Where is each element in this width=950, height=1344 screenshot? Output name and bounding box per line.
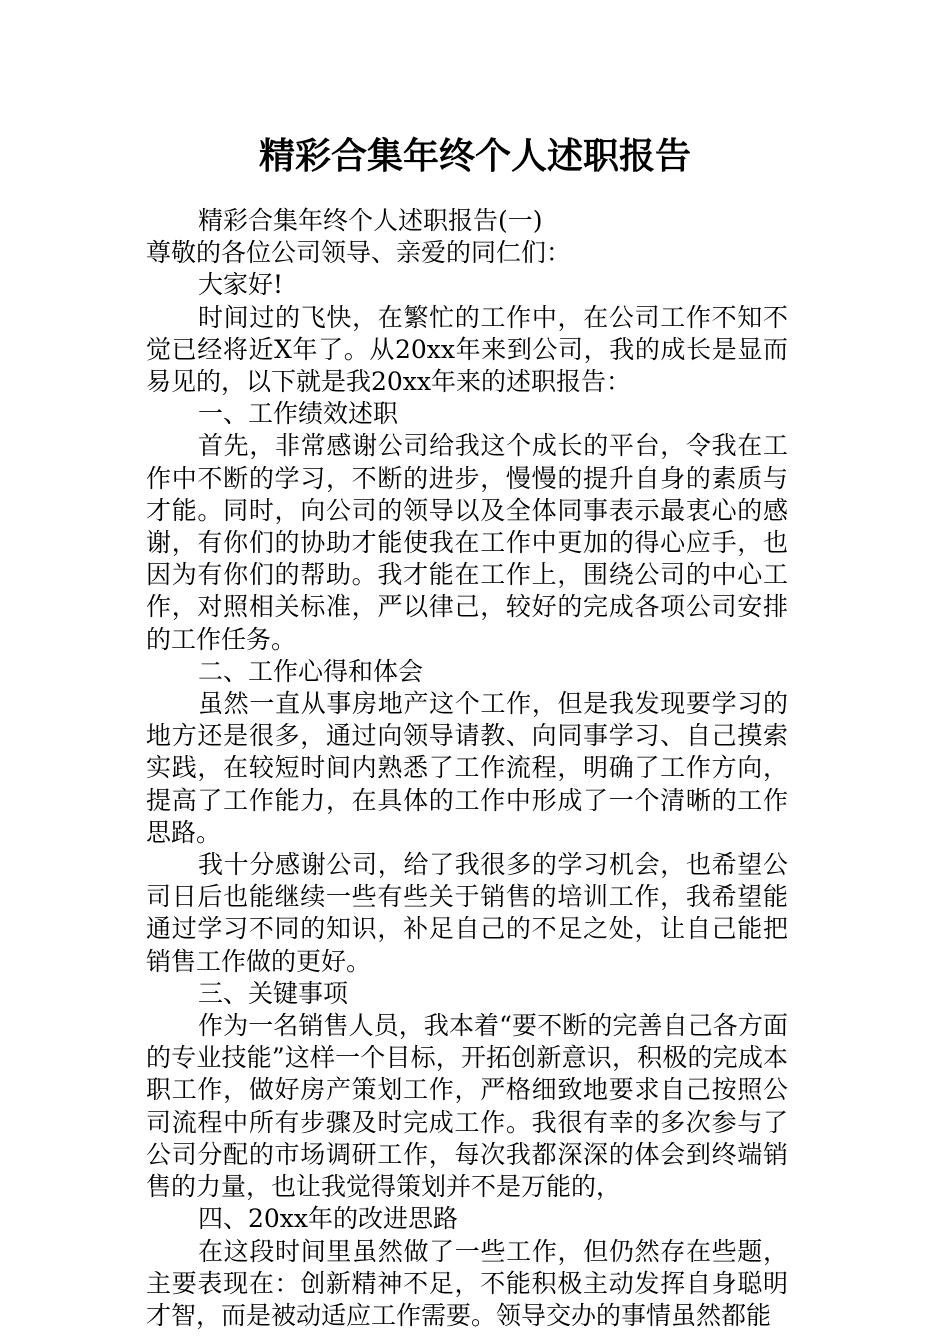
document-body	[146, 205, 788, 1332]
paragraph: 四、20xx年的改进思路	[198, 1204, 459, 1234]
paragraph: 虽然一直从事房地产这个工作，但是我发现要学习的地方还是很多，通过向领导请教、向同事学习、自己摸索实践，在较短时间内熟悉了工作流程，明确了工作方向，提高了工作能力，在具体的工作中形成了一个清晰的工作思路。	[146, 689, 788, 847]
paragraph: 一、工作绩效述职	[198, 399, 399, 429]
paragraph: 时间过的飞快，在繁忙的工作中，在公司工作不知不觉已经将近X年了。从20xx年来到公司，我的成长是显而易见的，以下就是我20xx年来的述职报告：	[146, 302, 788, 397]
paragraph: 二、工作心得和体会	[198, 656, 424, 686]
paragraph: 精彩合集年终个人述职报告(一)	[198, 206, 543, 235]
paragraph: 三、关键事项	[198, 978, 349, 1008]
document-title: 精彩合集年终个人述职报告	[258, 135, 691, 177]
paragraph: 大家好!	[198, 270, 284, 300]
paragraph: 首先，非常感谢公司给我这个成长的平台，令我在工作中不断的学习，不断的进步，慢慢的提升自身的素质与才能。同时，向公司的领导以及全体同事表示最衷心的感谢，有你们的协助才能使我在工作中更加的得心应手，也因为有你们的帮助。我才能在工作上，围绕公司的中心工作，对照相关标准，严以律己，较好的完成各项公司安排的工作任务。	[146, 431, 788, 654]
paragraph: 在这段时间里虽然做了一些工作，但仍然存在些题，主要表现在：创新精神不足，不能积极主动发挥自身聪明才智，而是被动适应工作需要。领导交办的事情虽然都能	[146, 1236, 788, 1330]
paragraph: 尊敬的各位公司领导、亲爱的同仁们：	[146, 238, 572, 268]
paragraph: 作为一名销售人员，我本着“要不断的完善自己各方面的专业技能”这样一个目标，开拓创新意识，积极的完成本职工作，做好房产策划工作，严格细致地要求自己按照公司流程中所有步骤及时完成工作。我很有幸的多次参与了公司分配的市场调研工作，每次我都深深的体会到终端销售的力量，也让我觉得策划并不是万能的，	[146, 1011, 788, 1202]
paragraph: 我十分感谢公司，给了我很多的学习机会，也希望公司日后也能继续一些有些关于销售的培训工作，我希望能通过学习不同的知识，补足自己的不足之处，让自己能把销售工作做的更好。	[146, 850, 788, 976]
